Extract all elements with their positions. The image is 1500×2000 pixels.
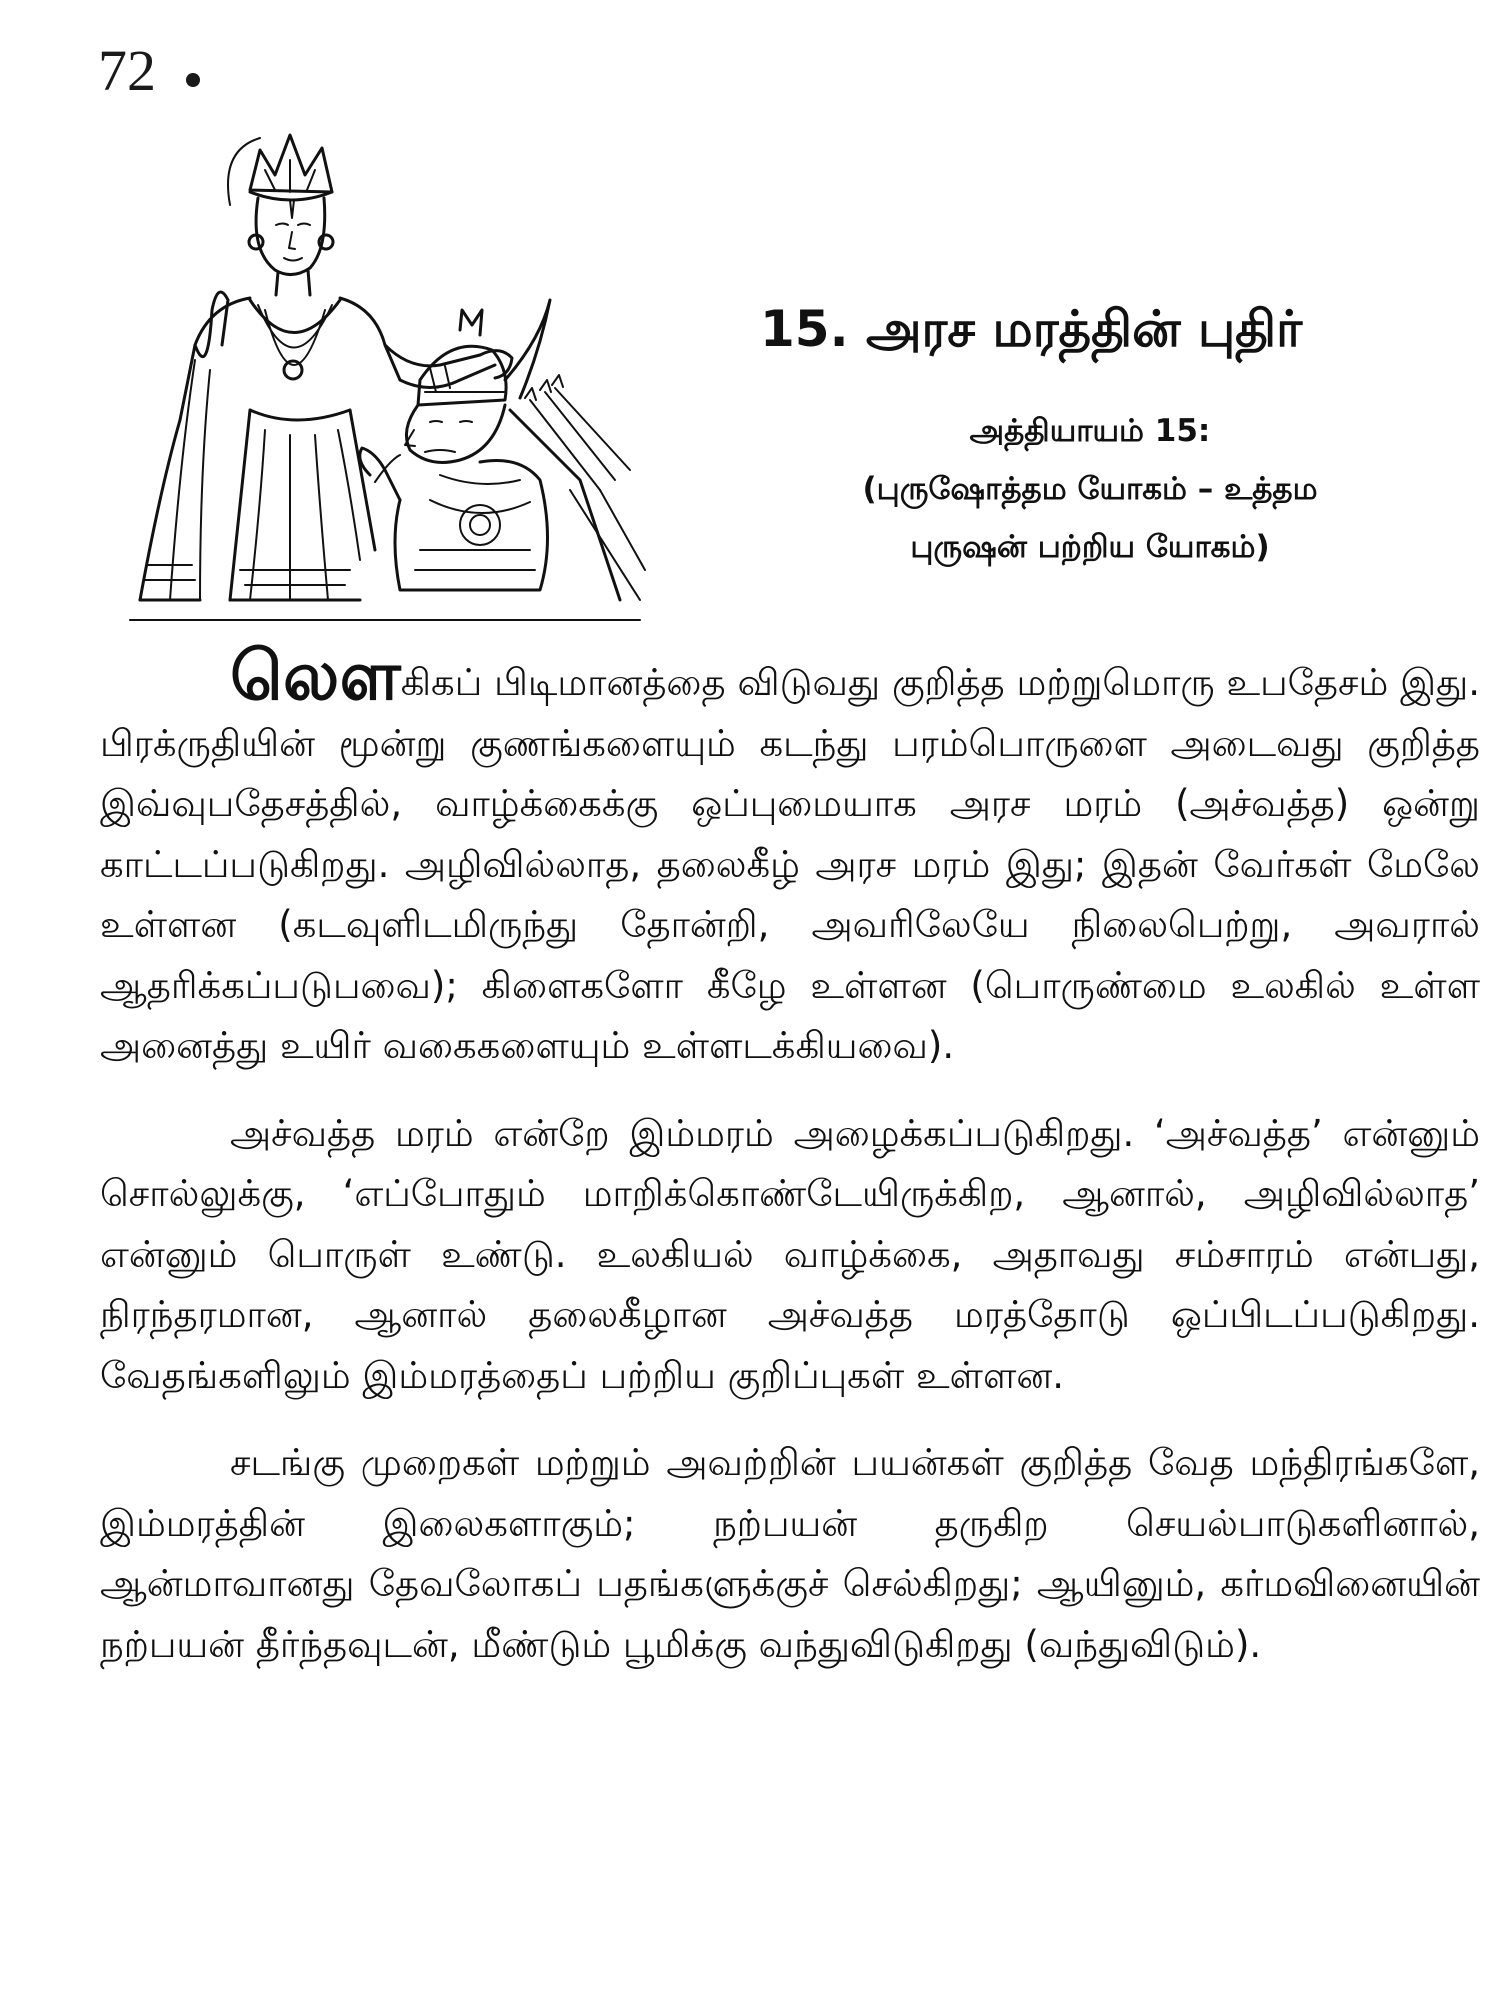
paragraph <box>100 1104 1480 1407</box>
paragraph-text: சடங்கு முறைகள் மற்றும் அவற்றின் பயன்கள் குறித்த வேத மந்திரங்களே, இம்மரத்தின் இலைகளாகும்; நற்பயன் தருகிற செயல்பாடுகளினால், ஆன்மாவானது தேவலோகப் பதங்களுக்குச் செல்கிறது; ஆயினும், கர்மவினையின் நற்பயன் தீர்ந்தவுடன், மீண்டும் பூமிக்கு வந்துவிடுகிறது (வந்துவிடும்). <box>100 1441 1480 1666</box>
subtitle-line: புருஷன் பற்றிய யோகம்) <box>910 529 1270 565</box>
paragraph-text: அச்வத்த மரம் என்றே இம்மரம் அழைக்கப்படுகிறது. ‘அச்வத்த’ என்னும் சொல்லுக்கு, ‘எப்போதும் மாறிக்கொண்டேயிருக்கிற, ஆனால், அழிவில்லாத’ என்னும் பொருள் உண்டு. உலகியல் வாழ்க்கை, அதாவது சம்சாரம் என்பது, நிரந்தரமான, ஆனால் தலைகீழான அச்வத்த மரத்தோடு ஒப்பிடப்படுகிறது. வேதங்களிலும் இம்மரத்தைப் பற்றிய குறிப்புகள் உள்ளன. <box>100 1111 1480 1397</box>
krishna-arjuna-illustration <box>100 130 660 640</box>
page-number-dot <box>186 73 200 87</box>
paragraph <box>100 1433 1480 1675</box>
paragraph-text: கிகப் பிடிமானத்தை விடுவது குறித்த மற்றுமொரு உபதேசம் இது. பிரக்ருதியின் மூன்று குணங்களையும் கடந்து பரம்பொருளை அடைவது குறித்த இவ்வுபதேசத்தில், வாழ்க்கைக்கு ஒப்புமையாக அரச மரம் (அச்வத்த) ஒன்று காட்டப்படுகிறது. அழிவில்லாத, தலைகீழ் அரச மரம் இது; இதன் வேர்கள் மேலே உள்ளன (கடவுளிடமிருந்து தோன்றி, அவரிலேயே நிலைபெற்று, அவரால் ஆதரிக்கப்படுபவை); கிளைகளோ கீழே உள்ளன (பொருண்மை உலகில் உள்ள அனைத்து உயிர் வகைகளையும் உள்ளடக்கியவை). <box>100 661 1480 1067</box>
chapter-subtitle <box>740 402 1440 576</box>
dropcap-letter: லௌ <box>230 637 401 716</box>
subtitle-line: அத்தியாயம் 15: <box>969 413 1211 449</box>
subtitle-line: (புருஷோத்தம யோகம் – உத்தம <box>862 471 1318 507</box>
chapter-title: 15. அரச மரத்தின் புதிர் <box>760 300 1303 358</box>
paragraph <box>100 637 1480 1077</box>
page-number: 72 <box>98 38 156 103</box>
body-text <box>100 637 1480 1675</box>
